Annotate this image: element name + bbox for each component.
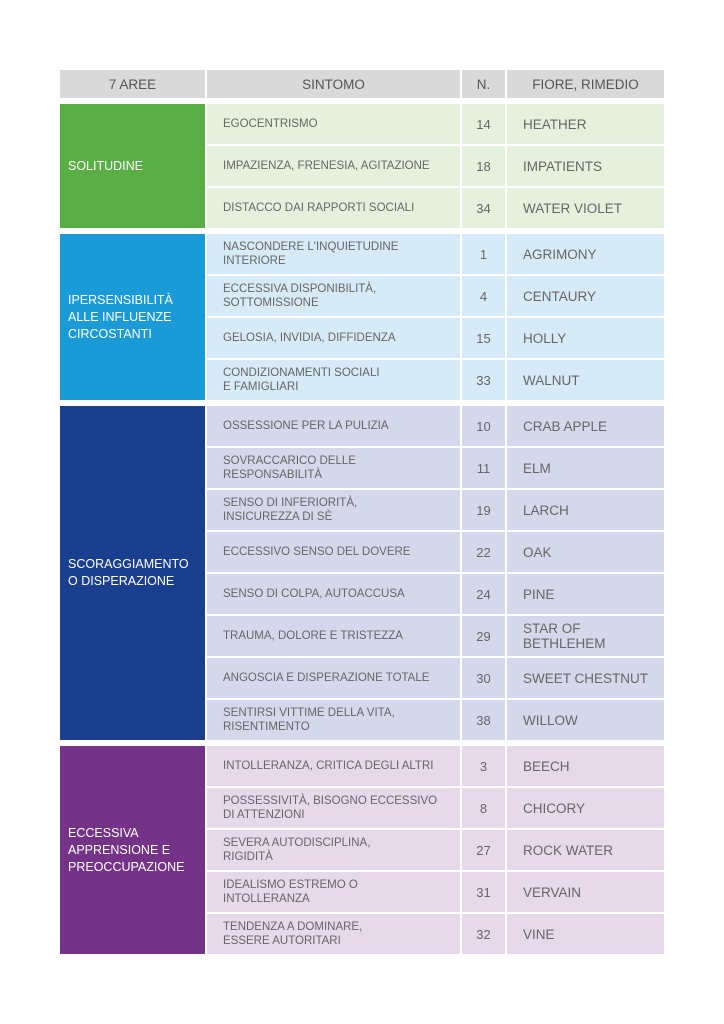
flower-cell: ELM xyxy=(523,460,551,476)
header-symptom: SINTOMO xyxy=(207,70,462,98)
symptom-cell: ECCESSIVO SENSO DEL DOVERE xyxy=(207,532,462,572)
symptom-cell: EGOCENTRISMO xyxy=(207,104,462,144)
symptom-cell: GELOSIA, INVIDIA, DIFFIDENZA xyxy=(207,318,462,358)
table-row xyxy=(207,104,664,144)
symptom-cell: TENDENZA A DOMINARE, ESSERE AUTORITARI xyxy=(207,914,462,954)
flower-cell: WALNUT xyxy=(523,372,580,388)
symptom-cell: ANGOSCIA E DISPERAZIONE TOTALE xyxy=(207,658,462,698)
symptom-cell: SOVRACCARICO DELLE RESPONSABILITÀ xyxy=(207,448,462,488)
flower-cell: CRAB APPLE xyxy=(523,418,608,434)
symptom-cell: POSSESSIVITÀ, BISOGNO ECCESSIVO DI ATTENZIONI xyxy=(207,788,462,828)
number-cell: 1 xyxy=(462,234,507,274)
symptom-cell: DISTACCO DAI RAPPORTI SOCIALI xyxy=(207,188,462,228)
flower-cell: HEATHER xyxy=(523,116,587,132)
table-row xyxy=(207,234,664,274)
flower-cell: SWEET CHESTNUT xyxy=(523,670,649,686)
table-row xyxy=(207,656,664,698)
number-cell: 4 xyxy=(462,276,507,316)
flower-cell: STAR OF BETHLEHEM xyxy=(523,621,606,651)
flower-cell: HOLLY xyxy=(523,330,567,346)
number-cell: 33 xyxy=(462,360,507,400)
flower-cell: LARCH xyxy=(523,502,569,518)
number-cell: 32 xyxy=(462,914,507,954)
symptom-cell: SENTIRSI VITTIME DELLA VITA, RISENTIMENTO xyxy=(207,700,462,740)
symptom-cell: SENSO DI COLPA, AUTOACCUSA xyxy=(207,574,462,614)
table-row xyxy=(207,786,664,828)
table-row xyxy=(207,186,664,228)
area-rows xyxy=(207,406,664,740)
flower-cell: AGRIMONY xyxy=(523,246,597,262)
area-group xyxy=(60,746,664,954)
area-label: SCORAGGIAMENTO O DISPERAZIONE xyxy=(60,406,207,740)
number-cell: 11 xyxy=(462,448,507,488)
flower-cell: PINE xyxy=(523,586,555,602)
table-body xyxy=(60,104,664,954)
table-row xyxy=(207,746,664,786)
table-row xyxy=(207,358,664,400)
number-cell: 22 xyxy=(462,532,507,572)
table-row xyxy=(207,572,664,614)
flower-cell: OAK xyxy=(523,544,552,560)
header-number: N. xyxy=(462,70,507,98)
table-row xyxy=(207,912,664,954)
flower-cell: WATER VIOLET xyxy=(523,200,623,216)
table-row xyxy=(207,530,664,572)
flower-cell: VERVAIN xyxy=(523,884,582,900)
symptom-cell: IDEALISMO ESTREMO O INTOLLERANZA xyxy=(207,872,462,912)
area-label: SOLITUDINE xyxy=(60,104,207,228)
number-cell: 14 xyxy=(462,104,507,144)
number-cell: 27 xyxy=(462,830,507,870)
symptom-cell: IMPAZIENZA, FRENESIA, AGITAZIONE xyxy=(207,146,462,186)
number-cell: 34 xyxy=(462,188,507,228)
flower-cell: BEECH xyxy=(523,758,570,774)
table-row xyxy=(207,488,664,530)
number-cell: 30 xyxy=(462,658,507,698)
number-cell: 3 xyxy=(462,746,507,786)
flower-cell: IMPATIENTS xyxy=(523,158,603,174)
table-row xyxy=(207,870,664,912)
area-rows xyxy=(207,746,664,954)
area-group xyxy=(60,406,664,740)
area-label: IPERSENSIBILITÀ ALLE INFLUENZE CIRCOSTANTI xyxy=(60,234,207,400)
table-row xyxy=(207,316,664,358)
table-header xyxy=(60,70,664,98)
header-area: 7 AREE xyxy=(60,70,207,98)
number-cell: 10 xyxy=(462,406,507,446)
flower-cell: VINE xyxy=(523,926,555,942)
number-cell: 18 xyxy=(462,146,507,186)
remedies-table xyxy=(60,70,664,954)
number-cell: 19 xyxy=(462,490,507,530)
table-row xyxy=(207,614,664,656)
area-rows xyxy=(207,234,664,400)
table-row xyxy=(207,274,664,316)
table-row xyxy=(207,406,664,446)
table-row xyxy=(207,828,664,870)
area-group xyxy=(60,234,664,400)
flower-cell: ROCK WATER xyxy=(523,842,613,858)
header-flower: FIORE, RIMEDIO xyxy=(532,76,639,92)
number-cell: 24 xyxy=(462,574,507,614)
area-label: ECCESSIVA APPRENSIONE E PREOCCUPAZIONE xyxy=(60,746,207,954)
symptom-cell: CONDIZIONAMENTI SOCIALI E FAMIGLIARI xyxy=(207,360,462,400)
area-group xyxy=(60,104,664,228)
number-cell: 38 xyxy=(462,700,507,740)
symptom-cell: INTOLLERANZA, CRITICA DEGLI ALTRI xyxy=(207,746,462,786)
area-rows xyxy=(207,104,664,228)
table-row xyxy=(207,446,664,488)
symptom-cell: TRAUMA, DOLORE E TRISTEZZA xyxy=(207,616,462,656)
flower-cell: CENTAURY xyxy=(523,288,597,304)
table-row xyxy=(207,698,664,740)
table-row xyxy=(207,144,664,186)
flower-cell: CHICORY xyxy=(523,800,586,816)
number-cell: 15 xyxy=(462,318,507,358)
number-cell: 8 xyxy=(462,788,507,828)
symptom-cell: OSSESSIONE PER LA PULIZIA xyxy=(207,406,462,446)
symptom-cell: SEVERA AUTODISCIPLINA, RIGIDITÀ xyxy=(207,830,462,870)
flower-cell: WILLOW xyxy=(523,712,578,728)
symptom-cell: NASCONDERE L'INQUIETUDINE INTERIORE xyxy=(207,234,462,274)
symptom-cell: SENSO DI INFERIORITÀ, INSICUREZZA DI SÈ xyxy=(207,490,462,530)
number-cell: 31 xyxy=(462,872,507,912)
symptom-cell: ECCESSIVA DISPONIBILITÀ, SOTTOMISSIONE xyxy=(207,276,462,316)
number-cell: 29 xyxy=(462,616,507,656)
